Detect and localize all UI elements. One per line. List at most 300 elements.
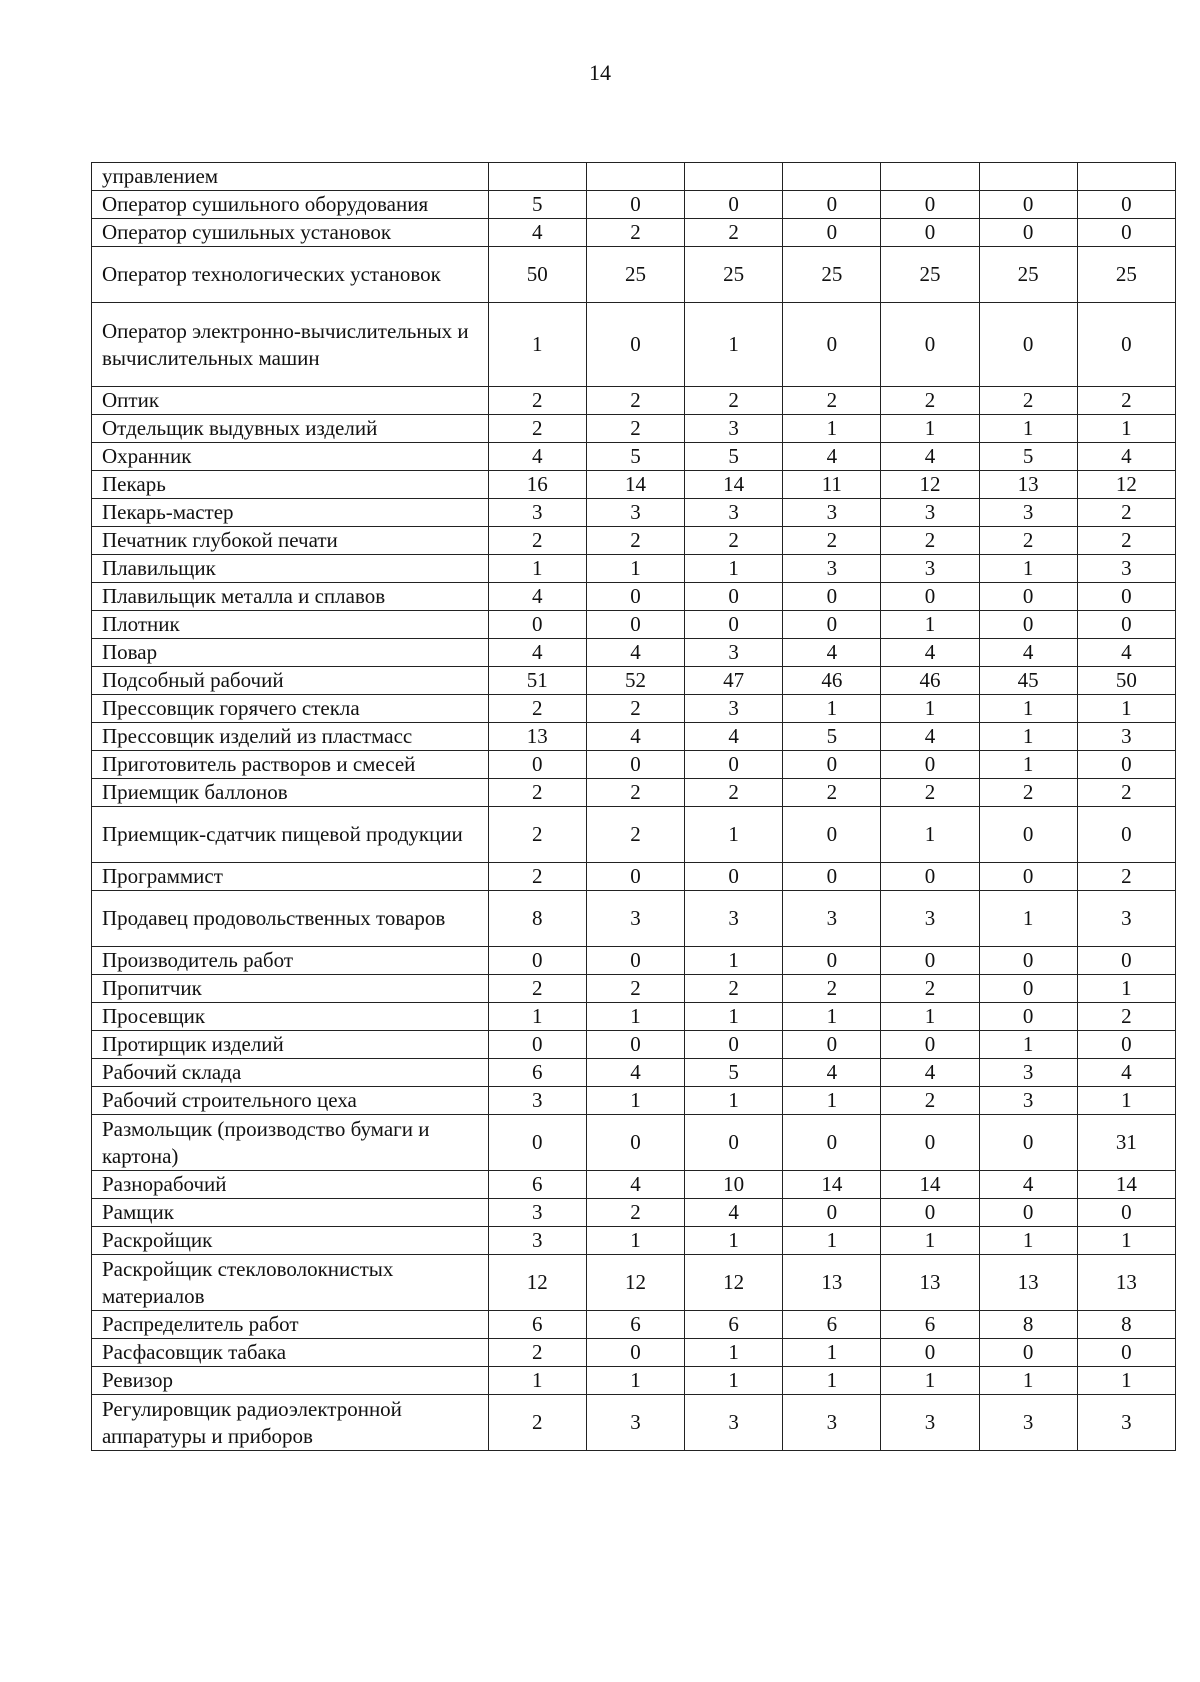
occupation-name-cell: Оператор сушильных установок	[92, 219, 489, 247]
value-cell-1: 0	[488, 611, 586, 639]
occupation-name-cell: Рамщик	[92, 1199, 489, 1227]
value-cell-6: 1	[979, 1367, 1077, 1395]
value-cell-7: 0	[1077, 219, 1175, 247]
table-row	[92, 807, 1176, 863]
value-cell-3: 3	[685, 695, 783, 723]
value-cell-5: 2	[881, 1087, 979, 1115]
value-cell-4: 1	[783, 1003, 881, 1031]
value-cell-6: 0	[979, 1339, 1077, 1367]
occupation-name-cell: Охранник	[92, 443, 489, 471]
table-row	[92, 1395, 1176, 1451]
value-cell-4: 13	[783, 1255, 881, 1311]
value-cell-2: 0	[586, 947, 684, 975]
value-cell-3: 14	[685, 471, 783, 499]
table-row	[92, 471, 1176, 499]
table-row	[92, 1311, 1176, 1339]
value-cell-3: 0	[685, 1115, 783, 1171]
value-cell-5: 2	[881, 527, 979, 555]
staff-table	[91, 162, 1176, 1451]
value-cell-5: 3	[881, 891, 979, 947]
value-cell-7: 31	[1077, 1115, 1175, 1171]
occupation-name-cell: Рабочий строительного цеха	[92, 1087, 489, 1115]
occupation-name-cell: Протирщик изделий	[92, 1031, 489, 1059]
value-cell-3: 10	[685, 1171, 783, 1199]
value-cell-6: 0	[979, 807, 1077, 863]
value-cell-5: 1	[881, 1003, 979, 1031]
value-cell-1: 4	[488, 583, 586, 611]
value-cell-1: 13	[488, 723, 586, 751]
value-cell-7: 2	[1077, 387, 1175, 415]
value-cell-6: 2	[979, 387, 1077, 415]
value-cell-3: 2	[685, 527, 783, 555]
occupation-name-cell: Разнорабочий	[92, 1171, 489, 1199]
value-cell-3: 5	[685, 443, 783, 471]
value-cell-7: 0	[1077, 303, 1175, 387]
value-cell-4: 0	[783, 863, 881, 891]
table-row	[92, 1255, 1176, 1311]
value-cell-2: 4	[586, 1059, 684, 1087]
value-cell-3: 2	[685, 975, 783, 1003]
value-cell-6: 0	[979, 303, 1077, 387]
value-cell-7: 1	[1077, 1087, 1175, 1115]
value-cell-2: 0	[586, 303, 684, 387]
value-cell-1: 1	[488, 1003, 586, 1031]
value-cell-6: 5	[979, 443, 1077, 471]
table-row	[92, 219, 1176, 247]
value-cell-3: 1	[685, 303, 783, 387]
value-cell-6: 0	[979, 863, 1077, 891]
value-cell-2: 0	[586, 751, 684, 779]
value-cell-3: 0	[685, 1031, 783, 1059]
value-cell-4: 5	[783, 723, 881, 751]
table-row	[92, 695, 1176, 723]
value-cell-5: 12	[881, 471, 979, 499]
occupation-name-cell: Просевщик	[92, 1003, 489, 1031]
occupation-name-cell: Расфасовщик табака	[92, 1339, 489, 1367]
table-row	[92, 499, 1176, 527]
table-row	[92, 947, 1176, 975]
occupation-name-cell: Рабочий склада	[92, 1059, 489, 1087]
value-cell-6: 0	[979, 1003, 1077, 1031]
value-cell-4: 46	[783, 667, 881, 695]
value-cell-4: 0	[783, 191, 881, 219]
value-cell-6: 4	[979, 1171, 1077, 1199]
value-cell-5: 4	[881, 443, 979, 471]
occupation-name-cell: Пекарь	[92, 471, 489, 499]
table-row	[92, 1059, 1176, 1087]
value-cell-2: 5	[586, 443, 684, 471]
value-cell-2: 1	[586, 555, 684, 583]
occupation-name-cell: Приемщик баллонов	[92, 779, 489, 807]
value-cell-3: 0	[685, 751, 783, 779]
value-cell-2: 6	[586, 1311, 684, 1339]
value-cell-7: 3	[1077, 891, 1175, 947]
value-cell-7: 2	[1077, 499, 1175, 527]
value-cell-3: 5	[685, 1059, 783, 1087]
value-cell-7: 3	[1077, 1395, 1175, 1451]
value-cell-4: 11	[783, 471, 881, 499]
value-cell-1: 50	[488, 247, 586, 303]
table-row	[92, 1199, 1176, 1227]
table-row	[92, 779, 1176, 807]
value-cell-3: 2	[685, 219, 783, 247]
value-cell-2: 2	[586, 779, 684, 807]
value-cell-2: 3	[586, 891, 684, 947]
value-cell-1: 0	[488, 1031, 586, 1059]
value-cell-3: 1	[685, 1087, 783, 1115]
value-cell-2: 2	[586, 527, 684, 555]
value-cell-5: 0	[881, 1031, 979, 1059]
value-cell-5: 0	[881, 1115, 979, 1171]
table-body	[92, 163, 1176, 1451]
value-cell-5: 3	[881, 555, 979, 583]
occupation-name-cell: Подсобный рабочий	[92, 667, 489, 695]
occupation-name-cell: Оператор технологических установок	[92, 247, 489, 303]
value-cell-6: 3	[979, 1087, 1077, 1115]
table-row	[92, 667, 1176, 695]
value-cell-7: 0	[1077, 1199, 1175, 1227]
value-cell-4: 25	[783, 247, 881, 303]
value-cell-6: 3	[979, 1395, 1077, 1451]
value-cell-3: 1	[685, 1227, 783, 1255]
value-cell-4: 1	[783, 415, 881, 443]
value-cell-1: 2	[488, 779, 586, 807]
value-cell-5: 2	[881, 779, 979, 807]
value-cell-7: 1	[1077, 1367, 1175, 1395]
value-cell-4: 4	[783, 1059, 881, 1087]
value-cell-6: 0	[979, 1115, 1077, 1171]
value-cell-4: 3	[783, 891, 881, 947]
value-cell-4: 2	[783, 779, 881, 807]
table-row	[92, 1367, 1176, 1395]
value-cell-1: 2	[488, 807, 586, 863]
table-row	[92, 975, 1176, 1003]
occupation-name-cell: управлением	[92, 163, 489, 191]
value-cell-5: 0	[881, 191, 979, 219]
value-cell-5: 4	[881, 723, 979, 751]
value-cell-6: 3	[979, 499, 1077, 527]
value-cell-5: 0	[881, 583, 979, 611]
value-cell-2: 4	[586, 639, 684, 667]
value-cell-5: 25	[881, 247, 979, 303]
value-cell-6: 0	[979, 583, 1077, 611]
value-cell-3: 1	[685, 947, 783, 975]
table-row	[92, 1087, 1176, 1115]
occupation-name-cell: Приемщик-сдатчик пищевой продукции	[92, 807, 489, 863]
value-cell-3: 0	[685, 611, 783, 639]
table-row	[92, 1115, 1176, 1171]
value-cell-6: 0	[979, 219, 1077, 247]
value-cell-2: 0	[586, 611, 684, 639]
occupation-name-cell: Регулировщик радиоэлектронной аппаратуры и приборов	[92, 1395, 489, 1451]
table-row	[92, 527, 1176, 555]
value-cell-1: 0	[488, 947, 586, 975]
value-cell-7: 50	[1077, 667, 1175, 695]
value-cell-4: 0	[783, 1199, 881, 1227]
value-cell-2: 4	[586, 723, 684, 751]
value-cell-6: 1	[979, 415, 1077, 443]
value-cell-4: 0	[783, 807, 881, 863]
value-cell-2: 1	[586, 1003, 684, 1031]
table-row	[92, 639, 1176, 667]
value-cell-3: 25	[685, 247, 783, 303]
value-cell-3: 2	[685, 387, 783, 415]
value-cell-3: 3	[685, 639, 783, 667]
table-row	[92, 1339, 1176, 1367]
value-cell-6: 13	[979, 1255, 1077, 1311]
value-cell-5: 2	[881, 387, 979, 415]
value-cell-7: 13	[1077, 1255, 1175, 1311]
value-cell-2: 2	[586, 387, 684, 415]
value-cell-3: 6	[685, 1311, 783, 1339]
value-cell-6: 3	[979, 1059, 1077, 1087]
value-cell-2: 12	[586, 1255, 684, 1311]
value-cell-4: 0	[783, 219, 881, 247]
value-cell-3: 1	[685, 1339, 783, 1367]
value-cell-4: 3	[783, 499, 881, 527]
value-cell-2: 2	[586, 1199, 684, 1227]
value-cell-5: 0	[881, 863, 979, 891]
value-cell-1: 4	[488, 639, 586, 667]
value-cell-7: 14	[1077, 1171, 1175, 1199]
value-cell-5: 46	[881, 667, 979, 695]
value-cell-3: 1	[685, 555, 783, 583]
value-cell-3: 2	[685, 779, 783, 807]
value-cell-6	[979, 163, 1077, 191]
value-cell-2	[586, 163, 684, 191]
occupation-name-cell: Печатник глубокой печати	[92, 527, 489, 555]
value-cell-7: 3	[1077, 723, 1175, 751]
value-cell-7: 4	[1077, 639, 1175, 667]
value-cell-7: 0	[1077, 1339, 1175, 1367]
value-cell-3: 1	[685, 807, 783, 863]
value-cell-4: 4	[783, 443, 881, 471]
value-cell-6: 0	[979, 191, 1077, 219]
value-cell-6: 4	[979, 639, 1077, 667]
value-cell-6: 1	[979, 1031, 1077, 1059]
value-cell-7: 4	[1077, 1059, 1175, 1087]
value-cell-2: 0	[586, 1031, 684, 1059]
value-cell-6: 1	[979, 695, 1077, 723]
occupation-name-cell: Повар	[92, 639, 489, 667]
value-cell-7: 2	[1077, 863, 1175, 891]
value-cell-3: 0	[685, 863, 783, 891]
value-cell-1: 6	[488, 1311, 586, 1339]
value-cell-2: 2	[586, 219, 684, 247]
value-cell-7: 12	[1077, 471, 1175, 499]
value-cell-1: 1	[488, 1367, 586, 1395]
occupation-name-cell: Программист	[92, 863, 489, 891]
value-cell-2: 52	[586, 667, 684, 695]
value-cell-5: 0	[881, 1199, 979, 1227]
value-cell-3: 1	[685, 1367, 783, 1395]
value-cell-1: 16	[488, 471, 586, 499]
value-cell-3: 3	[685, 1395, 783, 1451]
value-cell-5: 1	[881, 695, 979, 723]
value-cell-1: 2	[488, 527, 586, 555]
value-cell-4: 1	[783, 1227, 881, 1255]
value-cell-3: 4	[685, 723, 783, 751]
table-row	[92, 751, 1176, 779]
value-cell-1: 2	[488, 975, 586, 1003]
page-number: 14	[589, 60, 611, 85]
value-cell-5: 2	[881, 975, 979, 1003]
occupation-name-cell: Размольщик (производство бумаги и картона)	[92, 1115, 489, 1171]
value-cell-4: 1	[783, 1367, 881, 1395]
value-cell-5: 14	[881, 1171, 979, 1199]
table-row	[92, 443, 1176, 471]
value-cell-5: 0	[881, 303, 979, 387]
value-cell-2: 1	[586, 1087, 684, 1115]
occupation-name-cell: Плавильщик	[92, 555, 489, 583]
value-cell-7: 8	[1077, 1311, 1175, 1339]
value-cell-1: 3	[488, 1087, 586, 1115]
value-cell-2: 2	[586, 695, 684, 723]
value-cell-1: 8	[488, 891, 586, 947]
value-cell-6: 8	[979, 1311, 1077, 1339]
value-cell-5: 0	[881, 947, 979, 975]
value-cell-1: 12	[488, 1255, 586, 1311]
value-cell-3	[685, 163, 783, 191]
value-cell-4: 2	[783, 975, 881, 1003]
value-cell-7: 0	[1077, 1031, 1175, 1059]
value-cell-2: 2	[586, 415, 684, 443]
value-cell-2: 3	[586, 1395, 684, 1451]
value-cell-4: 0	[783, 947, 881, 975]
occupation-name-cell: Оператор сушильного оборудования	[92, 191, 489, 219]
value-cell-6: 0	[979, 611, 1077, 639]
value-cell-7: 2	[1077, 1003, 1175, 1031]
value-cell-1: 6	[488, 1171, 586, 1199]
value-cell-2: 25	[586, 247, 684, 303]
value-cell-7: 0	[1077, 583, 1175, 611]
value-cell-6: 1	[979, 723, 1077, 751]
value-cell-4: 0	[783, 1115, 881, 1171]
occupation-name-cell: Оператор электронно-вычислительных и вычислительных машин	[92, 303, 489, 387]
value-cell-7: 2	[1077, 779, 1175, 807]
value-cell-2: 0	[586, 583, 684, 611]
value-cell-1: 3	[488, 1227, 586, 1255]
table-row	[92, 387, 1176, 415]
occupation-name-cell: Прессовщик горячего стекла	[92, 695, 489, 723]
value-cell-7: 1	[1077, 695, 1175, 723]
value-cell-1: 51	[488, 667, 586, 695]
occupation-name-cell: Прессовщик изделий из пластмасс	[92, 723, 489, 751]
occupation-name-cell: Раскройщик стекловолокнистых материалов	[92, 1255, 489, 1311]
value-cell-6: 1	[979, 1227, 1077, 1255]
value-cell-2: 0	[586, 1115, 684, 1171]
value-cell-6: 2	[979, 779, 1077, 807]
value-cell-2: 0	[586, 191, 684, 219]
value-cell-1: 4	[488, 443, 586, 471]
value-cell-6: 1	[979, 891, 1077, 947]
value-cell-2: 0	[586, 863, 684, 891]
value-cell-7: 3	[1077, 555, 1175, 583]
value-cell-1: 5	[488, 191, 586, 219]
value-cell-1: 2	[488, 415, 586, 443]
occupation-name-cell: Плавильщик металла и сплавов	[92, 583, 489, 611]
value-cell-3: 47	[685, 667, 783, 695]
occupation-name-cell: Пекарь-мастер	[92, 499, 489, 527]
value-cell-7: 1	[1077, 1227, 1175, 1255]
value-cell-1: 2	[488, 387, 586, 415]
value-cell-5: 4	[881, 639, 979, 667]
value-cell-1: 1	[488, 303, 586, 387]
occupation-name-cell: Производитель работ	[92, 947, 489, 975]
table-row	[92, 415, 1176, 443]
value-cell-1: 1	[488, 555, 586, 583]
occupation-name-cell: Оптик	[92, 387, 489, 415]
value-cell-1: 2	[488, 1339, 586, 1367]
table-row	[92, 555, 1176, 583]
value-cell-6: 13	[979, 471, 1077, 499]
table-row	[92, 611, 1176, 639]
value-cell-3: 3	[685, 415, 783, 443]
table-row	[92, 303, 1176, 387]
value-cell-5: 1	[881, 415, 979, 443]
value-cell-7: 0	[1077, 611, 1175, 639]
value-cell-4: 0	[783, 1031, 881, 1059]
value-cell-3: 1	[685, 1003, 783, 1031]
value-cell-6: 0	[979, 975, 1077, 1003]
value-cell-1: 0	[488, 1115, 586, 1171]
value-cell-2: 3	[586, 499, 684, 527]
value-cell-4: 0	[783, 751, 881, 779]
table-row	[92, 247, 1176, 303]
value-cell-2: 14	[586, 471, 684, 499]
value-cell-3: 0	[685, 583, 783, 611]
value-cell-4: 14	[783, 1171, 881, 1199]
value-cell-5: 1	[881, 807, 979, 863]
occupation-name-cell: Распределитель работ	[92, 1311, 489, 1339]
value-cell-6: 0	[979, 947, 1077, 975]
table-row	[92, 891, 1176, 947]
value-cell-5: 4	[881, 1059, 979, 1087]
table-row	[92, 191, 1176, 219]
value-cell-1: 0	[488, 751, 586, 779]
table-row	[92, 583, 1176, 611]
value-cell-4: 3	[783, 555, 881, 583]
value-cell-1: 2	[488, 1395, 586, 1451]
table-row	[92, 163, 1176, 191]
occupation-name-cell: Ревизор	[92, 1367, 489, 1395]
value-cell-1: 2	[488, 863, 586, 891]
value-cell-4: 0	[783, 583, 881, 611]
table-row	[92, 1171, 1176, 1199]
value-cell-4: 4	[783, 639, 881, 667]
value-cell-4: 3	[783, 1395, 881, 1451]
value-cell-7: 25	[1077, 247, 1175, 303]
value-cell-7	[1077, 163, 1175, 191]
occupation-name-cell: Отдельщик выдувных изделий	[92, 415, 489, 443]
table-row	[92, 863, 1176, 891]
value-cell-5	[881, 163, 979, 191]
value-cell-3: 3	[685, 891, 783, 947]
value-cell-7: 0	[1077, 807, 1175, 863]
value-cell-2: 2	[586, 807, 684, 863]
value-cell-4: 1	[783, 1339, 881, 1367]
value-cell-4: 2	[783, 387, 881, 415]
value-cell-6: 2	[979, 527, 1077, 555]
value-cell-4: 1	[783, 1087, 881, 1115]
value-cell-5: 0	[881, 751, 979, 779]
value-cell-5: 1	[881, 611, 979, 639]
value-cell-2: 0	[586, 1339, 684, 1367]
value-cell-4	[783, 163, 881, 191]
value-cell-5: 0	[881, 1339, 979, 1367]
value-cell-3: 3	[685, 499, 783, 527]
table-row	[92, 1031, 1176, 1059]
